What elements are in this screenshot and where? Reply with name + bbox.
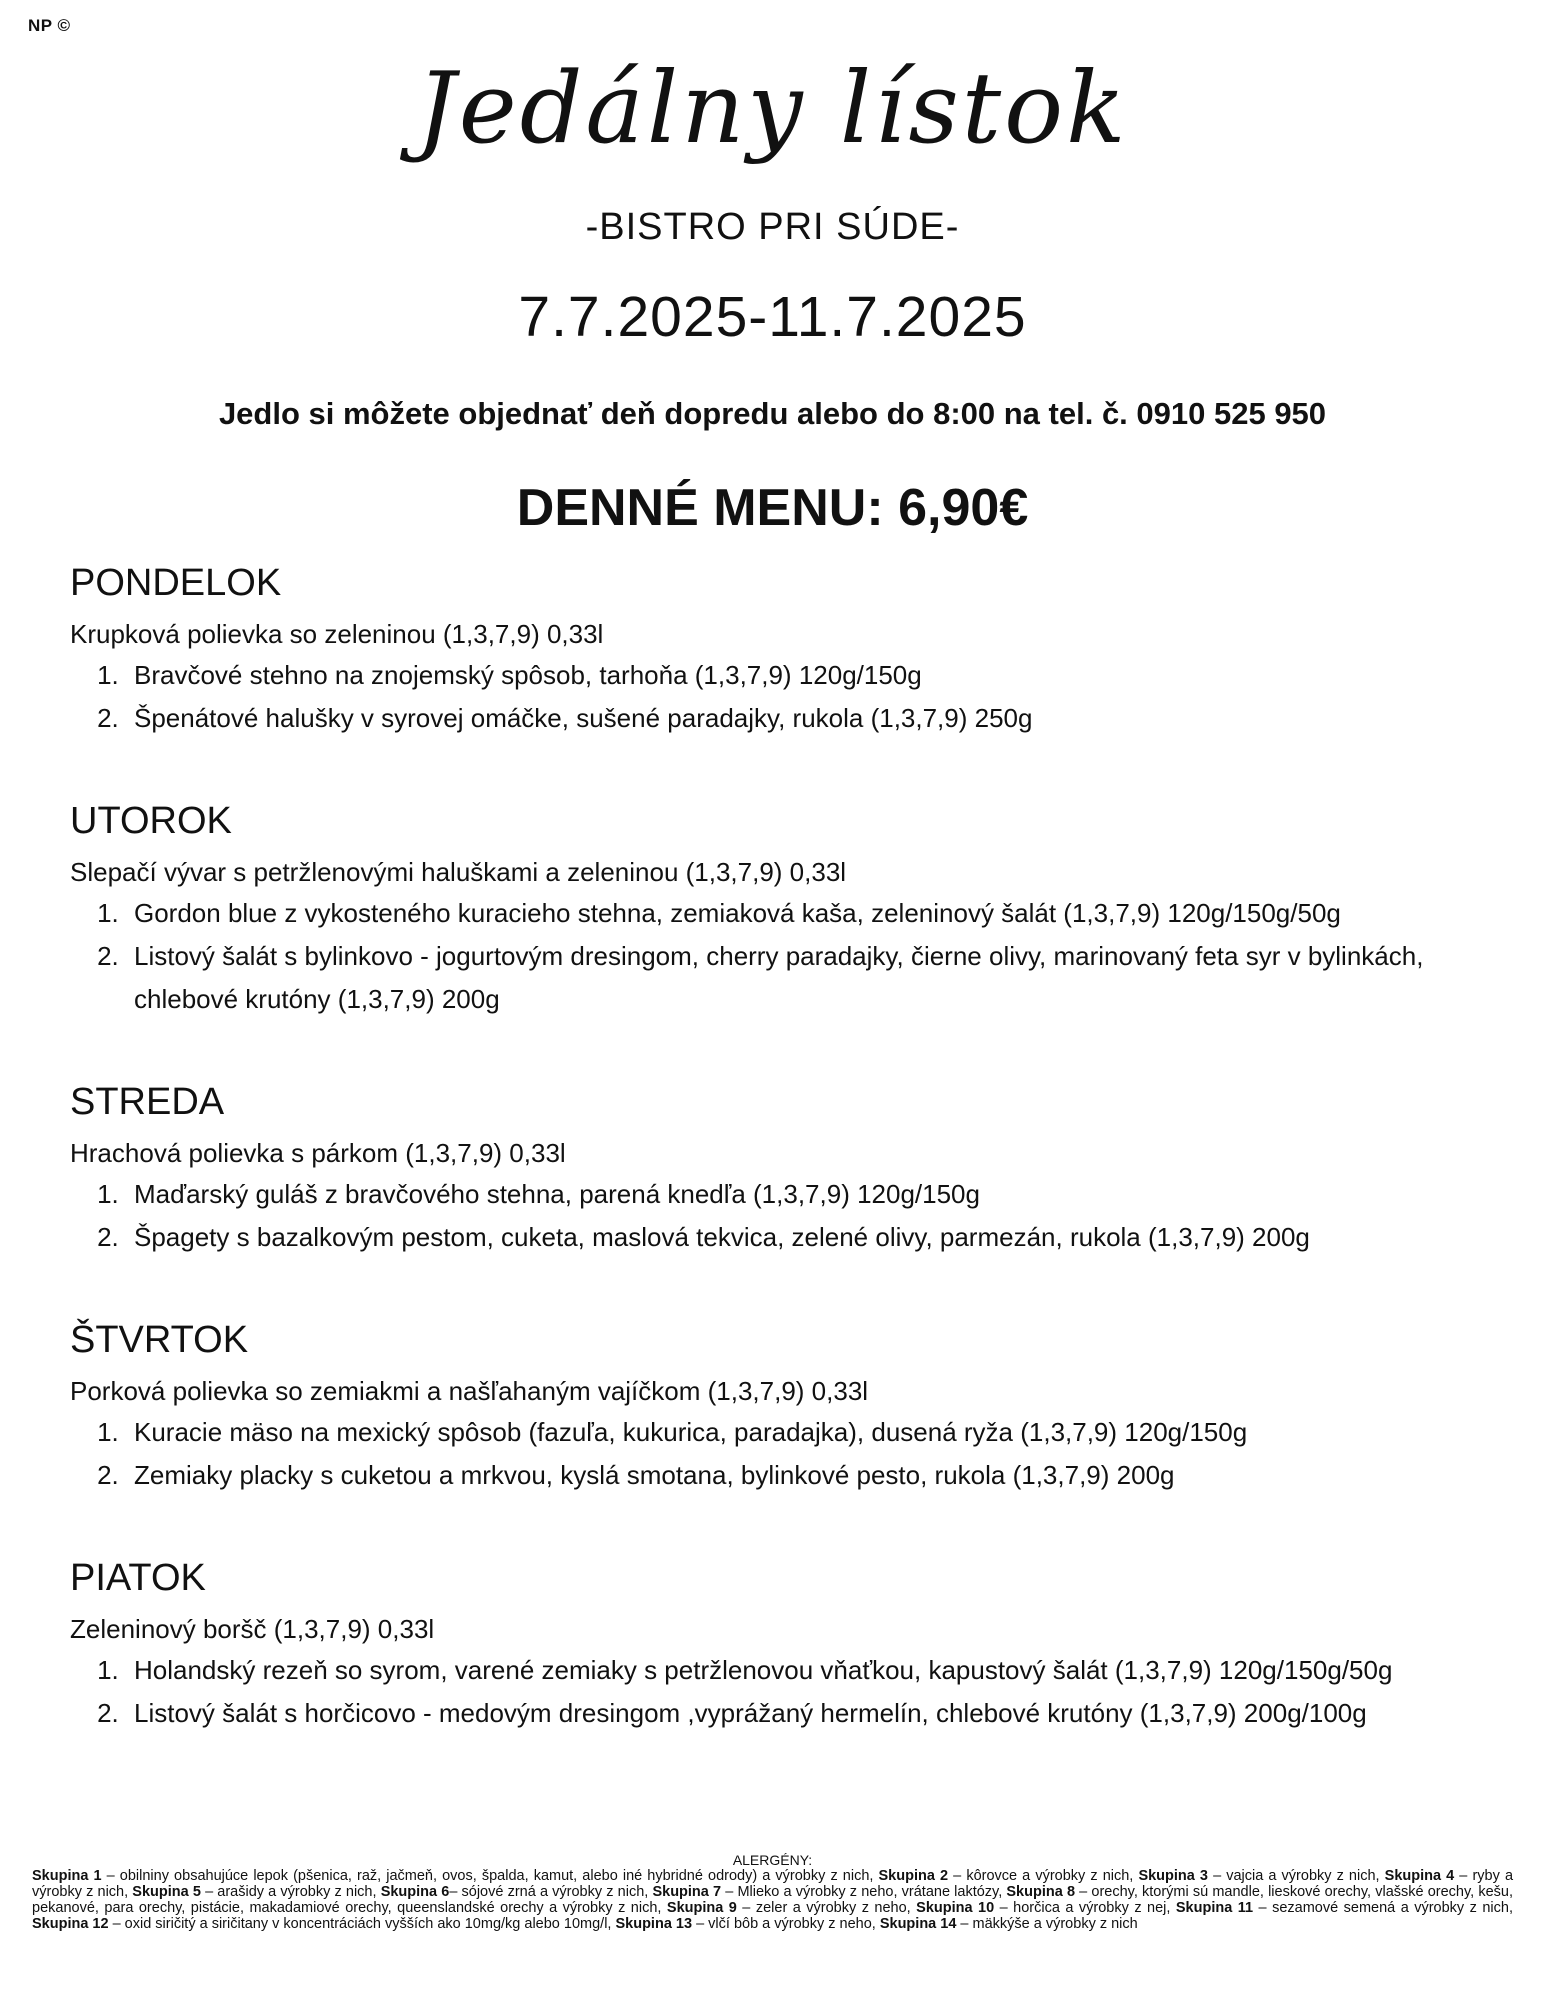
meal-list bbox=[70, 654, 1490, 740]
allergen-group-text: – vajcia a výrobky z nich, bbox=[1208, 1868, 1385, 1884]
meal-item: 1. Gordon blue z vykosteného kuracieho stehna, zemiaková kaša, zeleninový šalát (1,3,7,9) 120g/150g/50g bbox=[126, 892, 1490, 935]
meal-item: 2. Špagety s bazalkovým pestom, cuketa, maslová tekvica, zelené olivy, parmezán, rukola (1,3,7,9) 200g bbox=[126, 1216, 1490, 1259]
allergen-group-label: Skupina 8 bbox=[1006, 1884, 1076, 1900]
allergen-group-label: Skupina 5 bbox=[132, 1884, 201, 1900]
allergen-legend bbox=[32, 1852, 1513, 1932]
day-heading: PONDELOK bbox=[70, 562, 282, 604]
soup-item: Zeleninový boršč (1,3,7,9) 0,33l bbox=[70, 1614, 435, 1644]
day-heading: UTOROK bbox=[70, 800, 232, 842]
allergen-group-label: Skupina 14 bbox=[879, 1916, 957, 1932]
allergen-heading: ALERGÉNY: bbox=[732, 1852, 813, 1868]
allergen-group-label: Skupina 1 bbox=[32, 1868, 102, 1884]
allergen-group-text: – ryby a výrobky z nich, bbox=[32, 1868, 1514, 1900]
allergen-group-text: – vlčí bôb a výrobky z neho, bbox=[692, 1916, 880, 1932]
order-note: Jedlo si môžete objednať deň dopredu alebo do 8:00 na tel. č. 0910 525 950 bbox=[218, 396, 1327, 431]
allergen-group-label: Skupina 3 bbox=[1138, 1868, 1208, 1884]
allergen-group-label: Skupina 9 bbox=[666, 1900, 737, 1916]
allergen-group-label: Skupina 7 bbox=[652, 1884, 722, 1900]
meal-item: 2. Listový šalát s bylinkovo - jogurtovým dresingom, cherry paradajky, čierne olivy, marinovaný feta syr v bylinkách, chlebové krutóny (1,3,7,9) 200g bbox=[126, 935, 1490, 1021]
day-tuesday bbox=[70, 796, 1490, 1021]
meal-item: 1. Holandský rezeň so syrom, varené zemiaky s petržlenovou vňaťkou, kapustový šalát (1,3,7,9) 120g/150g/50g bbox=[126, 1649, 1490, 1692]
soup-item: Hrachová polievka s párkom (1,3,7,9) 0,33l bbox=[70, 1138, 566, 1168]
allergen-group-text: – sójové zrná a výrobky z nich, bbox=[449, 1884, 653, 1900]
day-wednesday bbox=[70, 1077, 1490, 1259]
allergen-group-label: Skupina 2 bbox=[878, 1868, 949, 1884]
meal-item: 2. Zemiaky placky s cuketou a mrkvou, kyslá smotana, bylinkové pesto, rukola (1,3,7,9) 200g bbox=[126, 1454, 1490, 1497]
allergen-group-text: – horčica a výrobky z nej, bbox=[994, 1900, 1176, 1916]
day-thursday bbox=[70, 1315, 1490, 1497]
allergen-group-text: – kôrovce a výrobky z nich, bbox=[948, 1868, 1139, 1884]
allergen-text bbox=[32, 1868, 1513, 1932]
allergen-group-label: Skupina 6 bbox=[380, 1884, 450, 1900]
copyright-mark: NP © bbox=[28, 16, 71, 35]
allergen-group-text: – oxid siričitý a siričitany v koncentráciách vyšších ako 10mg/kg alebo 10mg/l, bbox=[108, 1916, 616, 1932]
day-monday bbox=[70, 558, 1490, 740]
day-heading: ŠTVRTOK bbox=[70, 1319, 249, 1361]
meal-list bbox=[70, 1411, 1490, 1497]
meal-item: 1. Bravčové stehno na znojemský spôsob, tarhoňa (1,3,7,9) 120g/150g bbox=[126, 654, 1490, 697]
meal-list bbox=[70, 1649, 1490, 1735]
meal-item: 2. Špenátové halušky v syrovej omáčke, sušené paradajky, rukola (1,3,7,9) 250g bbox=[126, 697, 1490, 740]
allergen-group-text: – zeler a výrobky z neho, bbox=[736, 1900, 917, 1916]
allergen-group-text: – sezamové semená a výrobky z nich, bbox=[1253, 1900, 1513, 1916]
day-heading: PIATOK bbox=[70, 1557, 206, 1599]
meal-list bbox=[70, 1173, 1490, 1259]
day-friday bbox=[70, 1553, 1490, 1735]
allergen-group-label: Skupina 4 bbox=[1384, 1868, 1455, 1884]
soup-item: Slepačí vývar s petržlenovými haluškami a zeleninou (1,3,7,9) 0,33l bbox=[70, 857, 847, 887]
soup-item: Krupková polievka so zeleninou (1,3,7,9) 0,33l bbox=[70, 619, 604, 649]
allergen-group-label: Skupina 13 bbox=[615, 1916, 693, 1932]
meal-item: 1. Kuracie mäso na mexický spôsob (fazuľa, kukurica, paradajka), dusená ryža (1,3,7,9) 120g/150g bbox=[126, 1411, 1490, 1454]
allergen-group-text: – mäkkýše a výrobky z nich bbox=[956, 1916, 1138, 1932]
allergen-group-label: Skupina 11 bbox=[1175, 1900, 1254, 1916]
meal-list bbox=[70, 892, 1490, 1021]
allergen-group-text: – arašidy a výrobky z nich, bbox=[200, 1884, 381, 1900]
meal-item: 2. Listový šalát s horčicovo - medovým dresingom ,vyprážaný hermelín, chlebové krutóny (1,3,7,9) 200g/100g bbox=[126, 1692, 1490, 1735]
allergen-group-text: – Mlieko a výrobky z neho, vrátane laktózy, bbox=[721, 1884, 1007, 1900]
allergen-group-text: – orechy, ktorými sú mandle, lieskové orechy, vlašské orechy, kešu, pekanové, para orechy, pistácie, makadamiové orechy, queenslandské orechy a výrobky z nich, bbox=[32, 1884, 1514, 1916]
day-heading: STREDA bbox=[70, 1081, 225, 1123]
meal-item: 1. Maďarský guláš z bravčového stehna, parená knedľa (1,3,7,9) 120g/150g bbox=[126, 1173, 1490, 1216]
allergen-group-label: Skupina 12 bbox=[32, 1916, 109, 1932]
week-menu bbox=[70, 558, 1490, 1791]
date-range: 7.7.2025-11.7.2025 bbox=[518, 285, 1027, 349]
menu-title: Jedálny lístok bbox=[416, 52, 1129, 166]
allergen-group-text: – obilniny obsahujúce lepok (pšenica, raž, jačmeň, ovos, špalda, kamut, alebo iné hybridné odrody) a výrobky z nich, bbox=[101, 1868, 879, 1884]
daily-menu-price: DENNÉ MENU: 6,90€ bbox=[516, 479, 1029, 537]
bistro-name: -BISTRO PRI SÚDE- bbox=[585, 206, 960, 248]
allergen-group-label: Skupina 10 bbox=[916, 1900, 995, 1916]
soup-item: Porková polievka so zemiakmi a našľahaným vajíčkom (1,3,7,9) 0,33l bbox=[70, 1376, 869, 1406]
